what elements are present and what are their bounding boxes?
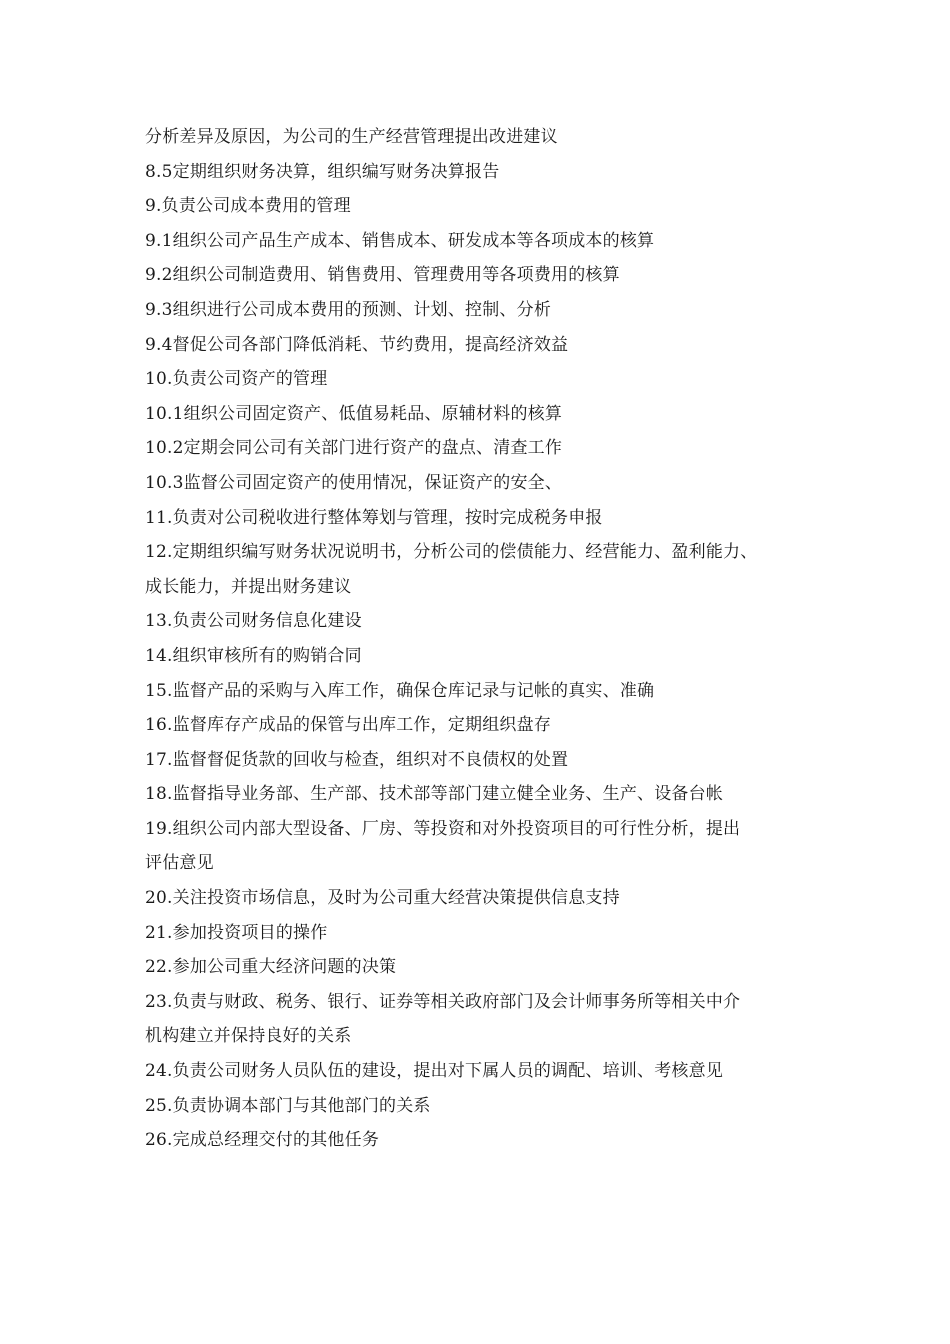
text-line: 9.4督促公司各部门降低消耗、节约费用，提高经济效益 (145, 334, 569, 355)
text-line: 24.负责公司财务人员队伍的建设，提出对下属人员的调配、培训、考核意见 (145, 1061, 724, 1082)
text-line: 8.5定期组织财务决算，组织编写财务决算报告 (145, 161, 500, 182)
text-line: 12.定期组织编写财务状况说明书，分析公司的偿债能力、经营能力、盈利能力、 (145, 542, 758, 563)
text-line: 21.参加投资项目的操作 (145, 922, 328, 943)
text-line: 20.关注投资市场信息，及时为公司重大经营决策提供信息支持 (145, 888, 620, 909)
text-line: 19.组织公司内部大型设备、厂房、等投资和对外投资项目的可行性分析，提出 (145, 818, 741, 839)
text-line: 10.2定期会同公司有关部门进行资产的盘点、清查工作 (145, 438, 563, 459)
text-line: 11.负责对公司税收进行整体筹划与管理，按时完成税务申报 (145, 507, 603, 528)
text-line: 机构建立并保持良好的关系 (145, 1026, 352, 1047)
text-line: 26.完成总经理交付的其他任务 (145, 1130, 380, 1151)
text-line: 评估意见 (145, 853, 214, 874)
text-line: 16.监督库存产成品的保管与出库工作，定期组织盘存 (145, 715, 552, 736)
text-line: 10.负责公司资产的管理 (145, 369, 328, 390)
text-line: 9.负责公司成本费用的管理 (145, 196, 351, 217)
text-line: 17.监督督促货款的回收与检查，组织对不良债权的处置 (145, 749, 569, 770)
text-line: 25.负责协调本部门与其他部门的关系 (145, 1095, 431, 1116)
text-line: 13.负责公司财务信息化建设 (145, 611, 362, 632)
text-line: 23.负责与财政、税务、银行、证券等相关政府部门及会计师事务所等相关中介 (145, 991, 741, 1012)
text-line: 成长能力，并提出财务建议 (145, 576, 352, 597)
text-line: 14.组织审核所有的购销合同 (145, 645, 362, 666)
text-line: 18.监督指导业务部、生产部、技术部等部门建立健全业务、生产、设备台帐 (145, 784, 724, 805)
text-line: 10.1组织公司固定资产、低值易耗品、原辅材料的核算 (145, 403, 563, 424)
text-line: 15.监督产品的采购与入库工作，确保仓库记录与记帐的真实、准确 (145, 680, 655, 701)
text-line: 9.2组织公司制造费用、销售费用、管理费用等各项费用的核算 (145, 265, 620, 286)
document-body (145, 120, 835, 1158)
text-line: 22.参加公司重大经济问题的决策 (145, 957, 397, 978)
text-line: 10.3监督公司固定资产的使用情况，保证资产的安全、 (145, 472, 563, 493)
text-line: 分析差异及原因，为公司的生产经营管理提出改进建议 (145, 127, 558, 147)
text-line: 9.3组织进行公司成本费用的预测、计划、控制、分析 (145, 299, 552, 320)
text-line: 9.1组织公司产品生产成本、销售成本、研发成本等各项成本的核算 (145, 230, 655, 251)
